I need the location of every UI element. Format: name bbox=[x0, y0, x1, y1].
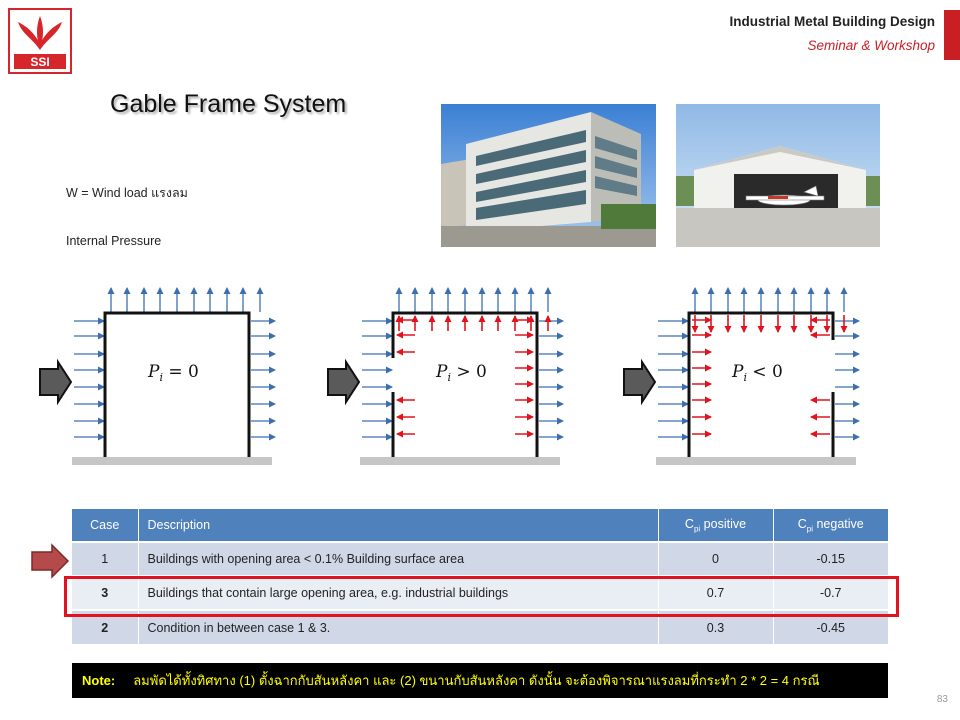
case-pointer-arrow-icon bbox=[30, 543, 70, 579]
wind-direction-arrow-icon bbox=[40, 362, 71, 402]
header-description: Description bbox=[138, 509, 658, 542]
diagram-label: $P_i < 0$ bbox=[732, 362, 783, 384]
cell-cpi-positive: 0.7 bbox=[658, 576, 773, 610]
cell-description: Buildings with opening area < 0.1% Building surface area bbox=[138, 542, 658, 576]
header-title: Industrial Metal Building Design bbox=[729, 14, 935, 29]
cell-cpi-negative: -0.45 bbox=[773, 610, 888, 644]
wind-direction-arrow-icon bbox=[624, 362, 655, 402]
header-case: Case bbox=[72, 509, 138, 542]
logo-text: SSI bbox=[30, 55, 50, 69]
header-subtitle: Seminar & Workshop bbox=[807, 38, 935, 53]
page-number: 83 bbox=[936, 694, 948, 705]
ssi-logo bbox=[8, 8, 72, 74]
diagram-pi-zero bbox=[40, 288, 275, 465]
note-bar bbox=[72, 663, 888, 698]
table-header-row bbox=[72, 509, 888, 542]
cell-case: 3 bbox=[72, 576, 138, 610]
cell-description: Condition in between case 1 & 3. bbox=[138, 610, 658, 644]
ground bbox=[360, 457, 560, 465]
header-cpi-positive: $C_{pi}$ positive bbox=[658, 509, 773, 542]
diagram-pi-negative bbox=[624, 288, 859, 465]
diagram-label: $P_i > 0$ bbox=[436, 362, 487, 384]
internal-pressure-diagrams bbox=[0, 280, 960, 480]
note-label: Note: bbox=[82, 673, 116, 688]
tulip-logo-icon bbox=[8, 8, 72, 74]
ground bbox=[72, 457, 272, 465]
diagram-label: $P_i = 0$ bbox=[148, 362, 199, 384]
table-row bbox=[72, 542, 888, 576]
frame bbox=[105, 313, 249, 457]
slide-title: Gable Frame System bbox=[110, 90, 347, 118]
cell-cpi-negative: -0.7 bbox=[773, 576, 888, 610]
cell-description: Buildings that contain large opening area, e.g. industrial buildings bbox=[138, 576, 658, 610]
ground bbox=[656, 457, 856, 465]
diagram-pi-positive bbox=[328, 288, 563, 465]
cell-case: 2 bbox=[72, 610, 138, 644]
wind-load-label: W = Wind load แรงลม bbox=[66, 186, 188, 200]
cell-cpi-positive: 0.3 bbox=[658, 610, 773, 644]
header-cpi-negative: $C_{pi}$ negative bbox=[773, 509, 888, 542]
wind-direction-arrow-icon bbox=[328, 362, 359, 402]
note-text: ลมพัดได้ทั้งทิศทาง (1) ตั้งฉากกับสันหลังคา และ (2) ขนานกับสันหลังคา ดังนั้น จะต้องพิจารณาแรงลมที่กระทำ 2 * 2 = 4 กรณี bbox=[133, 673, 820, 688]
building-photo bbox=[441, 104, 656, 247]
header-accent-bar bbox=[944, 10, 960, 60]
cell-case: 1 bbox=[72, 542, 138, 576]
internal-pressure-label: Internal Pressure bbox=[66, 234, 162, 248]
case-3-highlight-box bbox=[64, 576, 899, 617]
hangar-photo bbox=[676, 104, 880, 247]
cell-cpi-negative: -0.15 bbox=[773, 542, 888, 576]
cell-cpi-positive: 0 bbox=[658, 542, 773, 576]
